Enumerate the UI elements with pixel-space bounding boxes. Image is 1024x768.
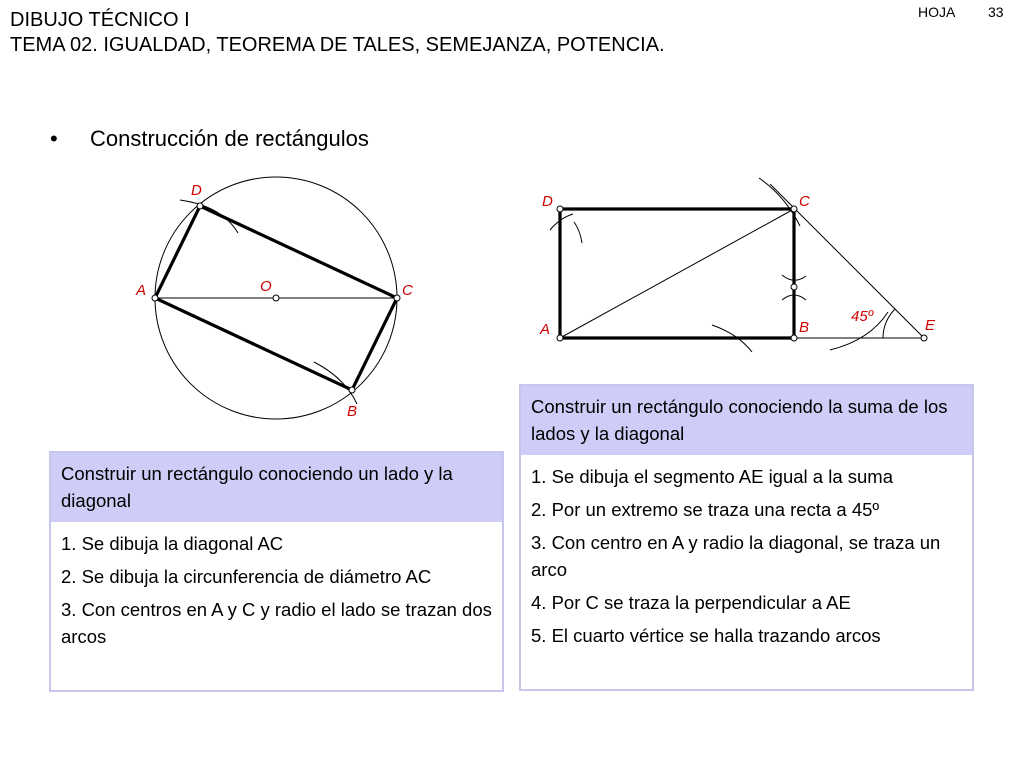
label-c-left: C — [402, 282, 413, 299]
topic-title: TEMA 02. IGUALDAD, TEOREMA DE TALES, SEMEJANZA, POTENCIA. — [10, 34, 665, 56]
point-d-right — [557, 206, 563, 212]
point-e — [921, 335, 927, 341]
point-b-left — [349, 387, 355, 393]
figure-left — [135, 177, 413, 420]
list-item: 3. Con centros en A y C y radio el lado se trazan dos arcos — [61, 599, 492, 647]
point-b-right — [791, 335, 797, 341]
point-o-center — [273, 295, 279, 301]
bullet-icon: • — [50, 126, 58, 151]
arc-at-d-right-2 — [574, 222, 582, 243]
list-item: 2. Se dibuja la circunferencia de diámetro AC — [61, 566, 432, 587]
section-title: Construcción de rectángulos — [90, 126, 369, 151]
list-item: 1. Se dibuja el segmento AE igual a la suma — [531, 466, 894, 487]
box-right-heading: Construir un rectángulo conociendo la suma de los lados y la diagonal — [521, 386, 972, 455]
point-a-left — [152, 295, 158, 301]
label-a-right: A — [540, 321, 551, 338]
label-d-right: D — [542, 193, 553, 210]
point-perpendicular-foot — [791, 284, 797, 290]
label-b-right: B — [799, 319, 810, 336]
label-b-left: B — [347, 403, 358, 420]
point-c-right — [791, 206, 797, 212]
box-right-steps — [521, 455, 972, 657]
list-item: 4. Por C se traza la perpendicular a AE — [531, 592, 851, 613]
angle-45-arc — [883, 309, 895, 338]
label-e: E — [925, 317, 936, 334]
box-left-heading: Construir un rectángulo conociendo un lado y la diagonal — [51, 453, 502, 522]
point-d-left — [197, 203, 203, 209]
box-sum-and-diagonal — [519, 384, 974, 691]
box-side-and-diagonal — [49, 451, 504, 692]
list-item: 5. El cuarto vértice se halla trazando arcos — [531, 625, 881, 646]
hoja-label: HOJA — [918, 4, 956, 20]
label-c-right: C — [799, 193, 810, 210]
point-a-right — [557, 335, 563, 341]
list-item: 2. Por un extremo se traza una recta a 45º — [531, 499, 880, 520]
list-item: 1. Se dibuja la diagonal AC — [61, 533, 284, 554]
diagonal-ac-right — [560, 209, 794, 338]
label-a-left: A — [136, 282, 147, 299]
label-angle-45: 45º — [851, 308, 874, 325]
list-item: 3. Con centro en A y radio la diagonal, se traza un arco — [531, 532, 941, 580]
hoja-number: 33 — [988, 4, 1004, 20]
label-d-left: D — [191, 182, 202, 199]
label-o: O — [260, 278, 272, 295]
course-title: DIBUJO TÉCNICO I — [10, 9, 190, 31]
point-c-left — [394, 295, 400, 301]
box-left-steps — [51, 522, 502, 658]
figure-right — [539, 178, 936, 352]
